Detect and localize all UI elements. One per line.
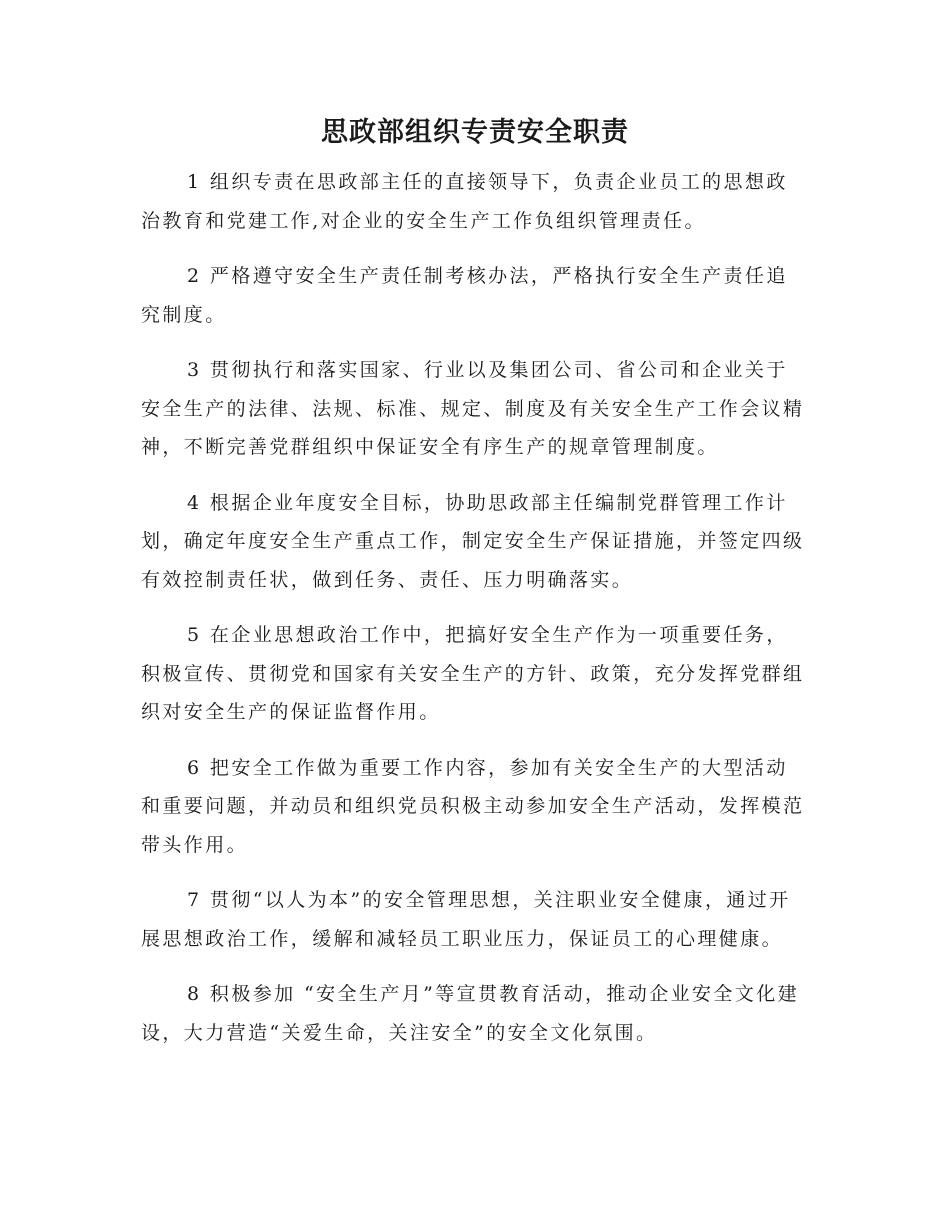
paragraph-2: 2 严格遵守安全生产责任制考核办法，严格执行安全生产责任追究制度。 [141, 265, 788, 326]
paragraph-3: 3 贯彻执行和落实国家、行业以及集团公司、省公司和企业关于安全生产的法律、法规、标准、规定、制度及有关安全生产工作会议精神，不断完善党群组织中保证安全有序生产的规章管理制度。 [141, 359, 805, 458]
paragraph-5: 5 在企业思想政治工作中，把搞好安全生产作为一项重要任务，积极宣传、贯彻党和国家有关安全生产的方针、政策，充分发挥党群组织对安全生产的保证监督作用。 [141, 624, 805, 723]
paragraph-6: 6 把安全工作做为重要工作内容，参加有关安全生产的大型活动和重要问题，并动员和组织党员积极主动参加安全生产活动，发挥模范带头作用。 [141, 756, 805, 856]
paragraph-4: 4 根据企业年度安全目标，协助思政部主任编制党群管理工作计划，确定年度安全生产重点工作，制定安全生产保证措施，并签定四级有效控制责任状，做到任务、责任、压力明确落实。 [141, 491, 805, 591]
paragraph-8: 8 积极参加 “安全生产月”等宣贯教育活动，推动企业安全文化建设，大力营造“关爱生命，关注安全”的安全文化氛围。 [141, 983, 799, 1044]
document-body [141, 163, 808, 1069]
paragraph-1: 1 组织专责在思政部主任的直接领导下，负责企业员工的思想政治教育和党建工作,对企业的安全生产工作负组织管理责任。 [141, 171, 788, 232]
paragraph-7: 7 贯彻“以人为本”的安全管理思想，关注职业安全健康，通过开展思想政治工作，缓解和减轻员工职业压力，保证员工的心理健康。 [141, 889, 791, 950]
document-title: 思政部组织专责安全职责 [321, 117, 629, 148]
